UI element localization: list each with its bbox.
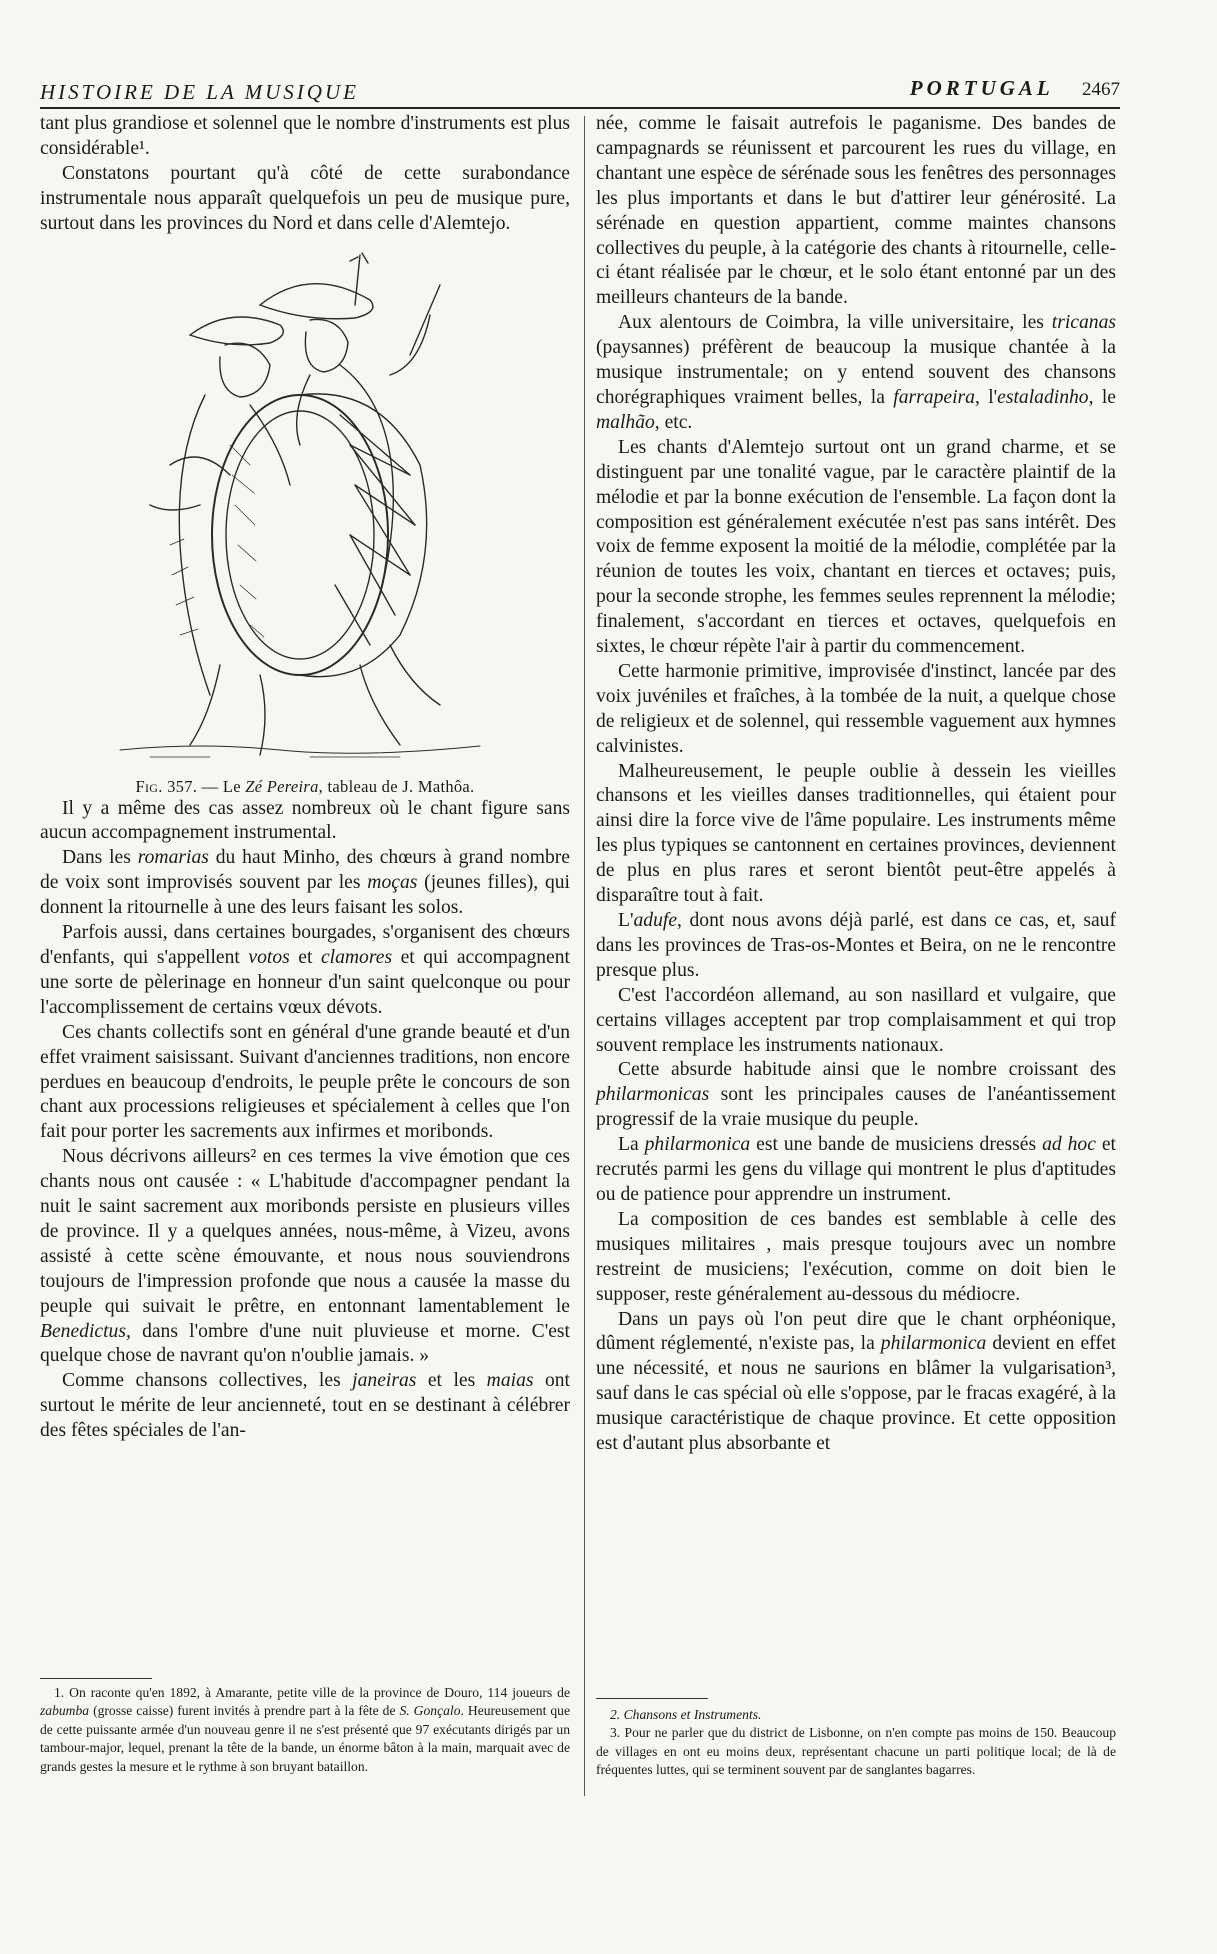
footnote: 3. Pour ne parler que du district de Lisbonne, on n'en compte pas moins de 150. Beaucoup de villages en ont eu moins deux, représentant chacune un parti politique local; de là de fréquentes luttes, qui se terminent souvent par de sanglantes bagarres. bbox=[596, 1725, 1116, 1778]
running-header bbox=[40, 74, 1120, 108]
left-column bbox=[40, 112, 570, 1444]
right-column bbox=[596, 112, 1116, 1457]
paragraph: Malheureusement, le peuple oublie à dessein les vieilles chansons et les vieilles danses traditionnelles, qui étaient pour ainsi dire la force vive de l'âme populaire. Les instruments même les plus typiques se cantonnent en certaines provinces, deviennent de plus en plus rares et seront bientôt peut-être appelés à disparaître tout à fait. bbox=[596, 760, 1116, 907]
chapter-header bbox=[910, 76, 1120, 101]
paragraph: née, comme le faisait autrefois le paganisme. Des bandes de campagnards se réunissent et parcourent les rues du village, en chantant une espèce de sérénade sous les fenêtres des personnages les plus importants et dans le but d'attirer leur générosité. La sérénade en question appartient, comme maintes chansons collectives du peuple, à la catégorie des chants à ritournelle, celle-ci étant réalisée par le chœur, et le solo étant entonné par un des meilleurs chanteurs de la bande. bbox=[596, 113, 1116, 309]
paragraph: Aux alentours de Coimbra, la ville universitaire, les tricanas (paysannes) préfèrent de beaucoup la musique chantée à la musique instrumentale; on y entend souvent des chansons chorégraphiques vraiment belles, la farrapeira, l'estaladinho, le malhão, etc. bbox=[596, 312, 1116, 433]
caption-text: — Le bbox=[197, 776, 246, 796]
paragraph: Cette absurde habitude ainsi que le nombre croissant des philarmonicas sont les principales causes de l'anéantissement progressif de la vraie musique du peuple. bbox=[596, 1059, 1116, 1131]
footnotes-left bbox=[40, 1684, 570, 1776]
paragraph: Constatons pourtant qu'à côté de cette surabondance instrumentale nous apparaît quelquefois un peu de musique pure, surtout dans les provinces du Nord et dans celle d'Alemtejo. bbox=[40, 162, 570, 234]
footnote: 1. On raconte qu'en 1892, à Amarante, petite ville de la province de Douro, 114 joueurs de zabumba (grosse caisse) furent invités à prendre part à la fête de S. Gonçalo. Heureusement que de cette puissante armée d'un nouveau genre il ne s'est présenté que 97 exécutants dirigés par un tambour-major, lequel, prenant la tête de la bande, un énorme bâton à la main, marquait avec de grands gestes la mesure et le rythme à son bruyant bataillon. bbox=[40, 1685, 570, 1774]
page-number: 2467 bbox=[1082, 79, 1120, 100]
figure-illustration bbox=[40, 237, 570, 797]
header-rule bbox=[40, 107, 1120, 109]
footnote-rule bbox=[40, 1678, 152, 1679]
paragraph: tant plus grandiose et solennel que le nombre d'instruments est plus considérable¹. bbox=[40, 113, 570, 159]
paragraph: Cette harmonie primitive, improvisée d'instinct, lancée par des voix juvéniles et fraîches, à la tombée de la nuit, a quelque chose de religieux et de solennel, qui ressemble vaguement aux hymnes calvinistes. bbox=[596, 660, 1116, 757]
paragraph: La philarmonica est une bande de musiciens dressés ad hoc et recrutés parmi les gens du village qui montrent le plus d'aptitudes ou de patience pour apprendre un instrument. bbox=[596, 1134, 1116, 1205]
paragraph: Il y a même des cas assez nombreux où le chant figure sans aucun accompagnement instrumental. bbox=[40, 797, 570, 844]
caption-text: , tableau de J. Mathôa. bbox=[318, 776, 475, 796]
footnote-rule bbox=[596, 1698, 708, 1699]
paragraph: La composition de ces bandes est semblable à celle des musiques militaires , mais presque toujours avec un nombre restreint de musiciens; l'exécution, comme on doit bien le supposer, reste généralement au-dessous du médiocre. bbox=[596, 1208, 1116, 1305]
paragraph: L'adufe, dont nous avons déjà parlé, est dans ce cas, et, sauf dans les provinces de Tras-os-Montes et Beira, on ne le rencontre presque plus. bbox=[596, 910, 1116, 981]
paragraph: Parfois aussi, dans certaines bourgades, s'organisent des chœurs d'enfants, qui s'appellent votos et clamores et qui accompagnent une sorte de pèlerinage en honneur d'un saint quelconque ou pour l'accomplissement de certains vœux dévots. bbox=[40, 922, 570, 1018]
paragraph: Les chants d'Alemtejo surtout ont un grand charme, et se distinguent par une tonalité vague, par le caractère plaintif de la mélodie et par la bonne exécution de l'ensemble. La façon dont la composition est généralement exécutée n'est pas sans intérêt. Des voix de femme exposent la moitié de la mélodie, complétée par la réunion de toutes les voix, chantant en tierces et octaves; puis, pour la seconde strophe, les femmes seules reprennent la mélodie; finalement, s'accordant en tierces et octaves, quelquefois en sixtes, le chœur répète l'air à partir du commencement. bbox=[596, 436, 1116, 658]
footnote: 2. Chansons et Instruments. bbox=[610, 1707, 762, 1722]
paragraph: Dans un pays où l'on peut dire que le chant orphéonique, dûment réglementé, n'existe pas, la philarmonica devient en effet une nécessité, et nous ne saurions en blâmer la vulgarisation³, sauf dans le cas spécial où elle s'oppose, par le fracas exagéré, à la musique caractéristique de chaque province. Et cette opposition est d'autant plus absorbante et bbox=[596, 1308, 1116, 1455]
paragraph: Nous décrivons ailleurs² en ces termes la vive émotion que ces chants nous ont causée : « L'habitude d'accompagner pendant la nuit le saint sacrement aux moribonds persiste en plusieurs villes de province. Il y a quelques années, nous-même, à Vizeu, avons assisté à cette scène émouvante, et nous nous souviendrons toujours de l'impression profonde que nous a causée la masse du peuple qui suivait le prêtre, en entonnant lamentablement le Benedictus, dans l'ombre d'une nuit pluvieuse et morne. C'est quelque chose de navrant qu'on n'oublie jamais. » bbox=[40, 1146, 570, 1367]
paragraph: C'est l'accordéon allemand, au son nasillard et vulgaire, que certains villages acceptent par trop complaisamment et qui trop souvent remplace les instruments nationaux. bbox=[596, 984, 1116, 1056]
chapter-title: PORTUGAL bbox=[909, 76, 1054, 100]
paragraph: Comme chansons collectives, les janeiras et les maias ont surtout le mérite de leur ancienneté, tout en se destinant à célébrer des fêtes spéciales de l'an- bbox=[40, 1370, 570, 1442]
figure-caption bbox=[40, 777, 570, 797]
drummer-engraving-image bbox=[110, 245, 490, 765]
column-divider bbox=[584, 116, 585, 1796]
paragraph: Dans les romarias du haut Minho, des chœurs à grand nombre de voix sont improvisés souvent par les moças (jeunes filles), qui donnent la ritournelle à une des leurs faisant les solos. bbox=[40, 847, 570, 919]
figure-label: Fig. 357. bbox=[135, 776, 198, 796]
footnotes-right bbox=[596, 1706, 1116, 1780]
caption-title: Zé Pereira bbox=[245, 776, 319, 796]
paragraph: Ces chants collectifs sont en général d'une grande beauté et d'un effet vraiment saisissant. Suivant d'anciennes traditions, non encore perdues en beaucoup d'endroits, le peuple prête le concours de son chant aux processions religieuses et spécialement à celles que l'on fait pour porter les sacrements aux infirmes et moribonds. bbox=[40, 1021, 570, 1143]
book-title: HISTOIRE DE LA MUSIQUE bbox=[40, 80, 359, 104]
